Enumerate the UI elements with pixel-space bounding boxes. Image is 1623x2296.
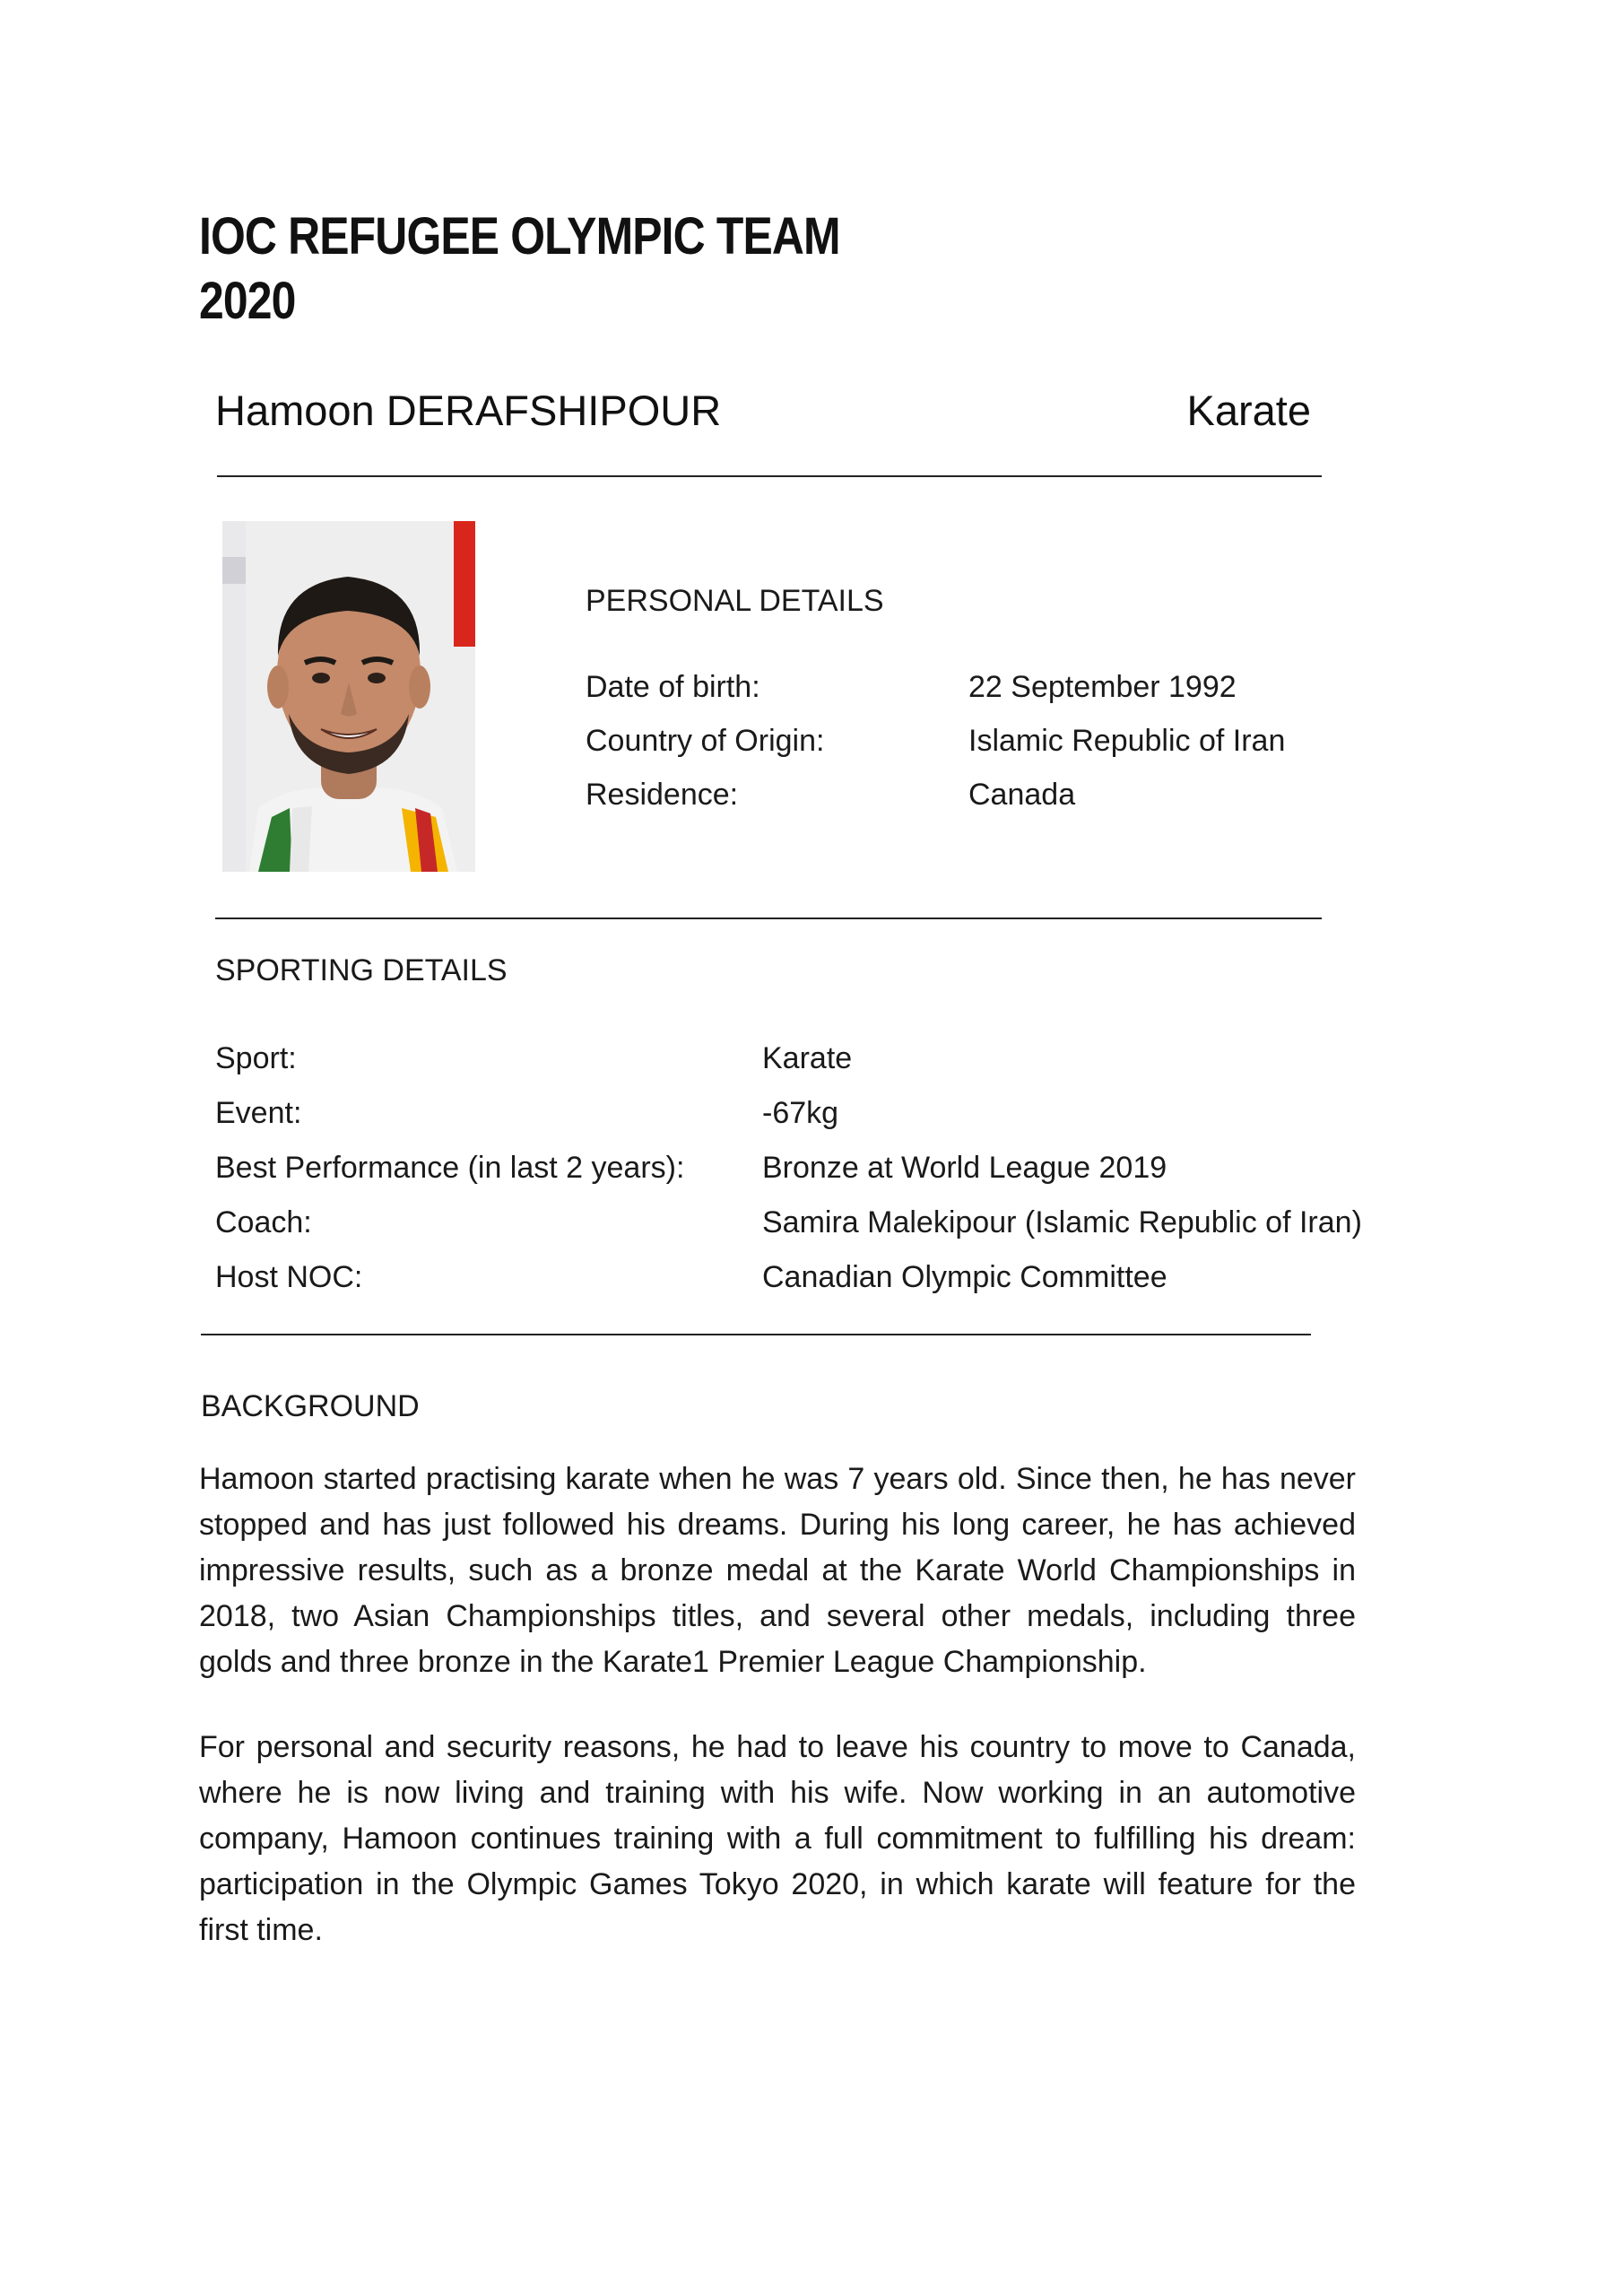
personal-label: Date of birth: (586, 670, 760, 704)
sporting-label: Event: (215, 1096, 302, 1130)
background-paragraph: For personal and security reasons, he had to leave his country to move to Canada, where he is now living and training with his wife. Now working in an automotive company, Hamoon continues training with a full commitment to fulfilling his dream: participation in the Olympic Games Tokyo 2020, in which karate will feature for the first time. (199, 1730, 1356, 1947)
sporting-value: Bronze at World League 2019 (762, 1151, 1167, 1185)
personal-value: 22 September 1992 (968, 670, 1237, 704)
sporting-value: Samira Malekipour (Islamic Republic of Iran) (762, 1205, 1362, 1239)
sporting-details-heading: SPORTING DETAILS (215, 953, 508, 987)
sporting-label: Coach: (215, 1205, 312, 1239)
divider (201, 1334, 1311, 1335)
divider (215, 918, 1322, 919)
athlete-name: Hamoon DERAFSHIPOUR (215, 387, 722, 434)
page-title: IOC REFUGEE OLYMPIC TEAM 2020 (199, 207, 840, 330)
sporting-value: Canadian Olympic Committee (762, 1260, 1167, 1294)
personal-value: Islamic Republic of Iran (968, 724, 1286, 758)
personal-details-heading: PERSONAL DETAILS (586, 584, 884, 618)
personal-label: Country of Origin: (586, 724, 825, 758)
sporting-label: Host NOC: (215, 1260, 363, 1294)
sporting-value: Karate (762, 1041, 853, 1075)
personal-label: Residence: (586, 778, 739, 812)
divider (217, 475, 1322, 477)
background-heading: BACKGROUND (201, 1389, 420, 1423)
personal-value: Canada (968, 778, 1076, 812)
sporting-label: Sport: (215, 1041, 297, 1075)
sporting-label: Best Performance (in last 2 years): (215, 1151, 685, 1185)
sporting-value: -67kg (762, 1096, 839, 1130)
athlete-photo (222, 521, 475, 872)
athlete-sport: Karate (1186, 387, 1311, 434)
background-paragraph: Hamoon started practising karate when he was 7 years old. Since then, he has never stopped and has just followed his dreams. During his long career, he has achieved impressive results, such as a bronze medal at the Karate World Championships in 2018, two Asian Championships titles, and several other medals, including three golds and three bronze in the Karate1 Premier League Championship. (199, 1462, 1356, 1679)
